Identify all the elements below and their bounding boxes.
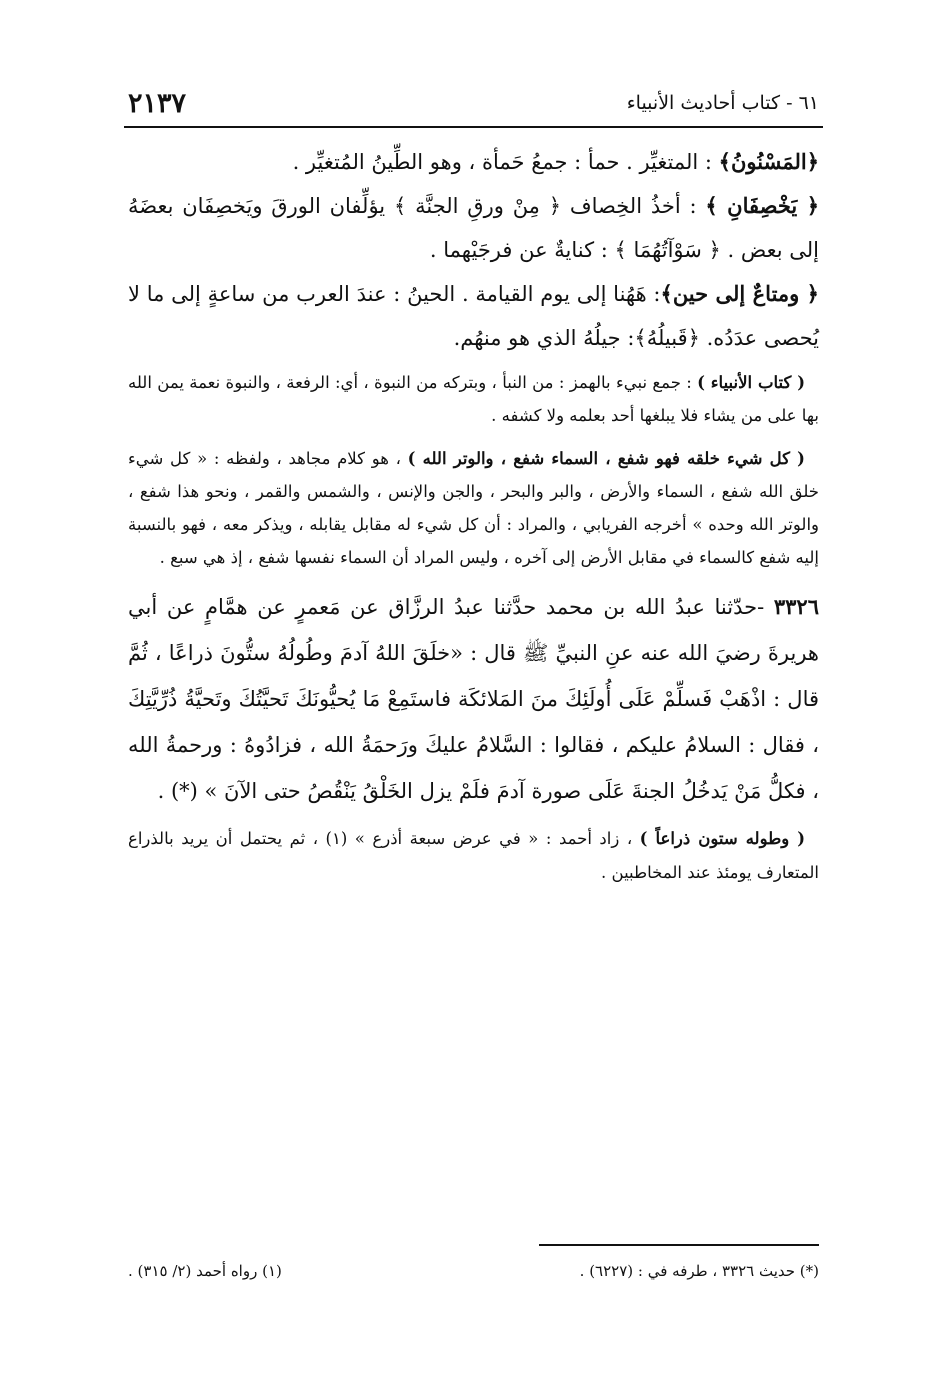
hadith-paragraph (128, 584, 819, 814)
note-text: ، زاد أحمد : « في عرض سبعة أذرع » (١) ، ثم يحتمل أن يريد بالذراع المتعارف يومئذ عند المخاطبين . (128, 829, 819, 882)
gloss-paragraph (128, 184, 819, 272)
gloss-lemma: ﴿ ومتاعٌ إلى حين﴾ (660, 281, 819, 306)
note-section (128, 822, 819, 890)
header-rule (124, 126, 823, 128)
gloss-text: : هَهُنا إلى يوم القيامة . الحينُ : عندَ العرب من ساعةٍ إلى ما لا يُحصى عدَدُه. ﴿قَبيلُهُ﴾: جيلُهُ الذي هو منهُم. (128, 282, 819, 350)
page-number: ٢١٣٧ (128, 87, 187, 119)
commentary-paragraph (128, 366, 819, 432)
footnote-hadith-ref: (*) حديث ٣٣٢٦ ، طرفه في : (٦٢٢٧) . (579, 1262, 819, 1280)
commentary-lemma: ( كتاب الأنبياء ) (697, 373, 805, 392)
gloss-lemma: ﴿ يَخْصِفَانِ ﴾ (705, 193, 819, 218)
hadith-section (128, 584, 819, 814)
footnote-rule (539, 1244, 819, 1246)
running-title: ٦١ - كتاب أحاديث الأنبياء (626, 92, 819, 114)
note-paragraph (128, 822, 819, 890)
commentary-section (128, 366, 819, 574)
gloss-paragraph (128, 272, 819, 360)
hadith-text: -حدّثنا عبدُ الله بن محمد حدَّثنا عبدُ الرزَّاق عن مَعمرٍ عن همَّامٍ عن أبي هريرةَ رضيَ الله عنه عنِ النبيِّ ﷺ قال : «خلَقَ اللهُ آدمَ وطُولُهُ ستُّونَ ذراعًا ، ثُمَّ قال : اذْهَبْ فَسلِّمْ عَلَى أُولَئِكَ منَ المَلائكَة فاستَمِعْ مَا يُحيُّونَكَ تَحيَّتُكَ وتَحيَّةُ ذُرِّيَّتِكَ ، فقال : السلامُ عليكم ، فقالوا : السَّلامُ عليكَ ورَحمَةُ الله ، فزادُوهُ : ورحمةُ الله ، فكلُّ مَنْ يَدخُلُ الجنةَ عَلَى صورة آدمَ فلَمْ يزل الخَلْقُ يَنْقُصُ حتى الآنَ » (*) . (128, 595, 820, 803)
gloss-paragraph (128, 140, 819, 184)
commentary-paragraph (128, 442, 819, 574)
body-text (128, 140, 819, 890)
gloss-section (128, 140, 819, 360)
note-lemma: ( وطوله ستون ذراعاً ) (639, 829, 806, 848)
gloss-lemma: ﴿المَسْنُونُ﴾ (718, 149, 819, 174)
commentary-text: ، هو كلام مجاهد ، ولفظه : « كل شيء خلق الله شفع ، السماء والأرض ، والبر والبحر ، والجن والإنس ، والشمس والقمر ، ونحو هذا شفع ، والوتر الله وحده » أخرجه الفريابي ، والمراد : أن كل شيء له مقابل يقابله ، ويذكر معه ، فهو بالنسبة إليه شفع كالسماء في مقابل الأرض إلى آخره ، وليس المراد أن السماء نفسها شفع ، إذ هي سبع . (128, 449, 819, 567)
footnote-ahmad-ref: (١) رواه أحمد (٢/ ٣١٥) . (128, 1262, 282, 1280)
gloss-text: : المتغيِّر . حمأ : جمعُ حَمأة ، وهو الطِّينُ المُتغيِّر . (292, 150, 719, 174)
footnotes (128, 1262, 819, 1280)
hadith-number: ٣٣٢٦ (773, 594, 819, 619)
page-header (128, 82, 819, 124)
commentary-lemma: ( كل شيء خلقه فهو شفع ، السماء شفع ، والوتر الله ) (407, 449, 805, 468)
gloss-text: : أخذُ الخِصاف ﴿ مِنْ ورقِ الجنَّة ﴾ يؤلِّفان الورقَ ويَخصِفَان بعضَهُ إلى بعض . ﴿ سَوْآتُهُمَا ﴾ : كنايةٌ عن فرجَيْهما . (128, 194, 819, 262)
commentary-text: : جمع نبيء بالهمز : من النبأ ، وبتركه من النبوة ، أي: الرفعة ، والنبوة نعمة يمن الله بها على من يشاء فلا يبلغها أحد بعلمه ولا كشفه . (128, 373, 819, 425)
